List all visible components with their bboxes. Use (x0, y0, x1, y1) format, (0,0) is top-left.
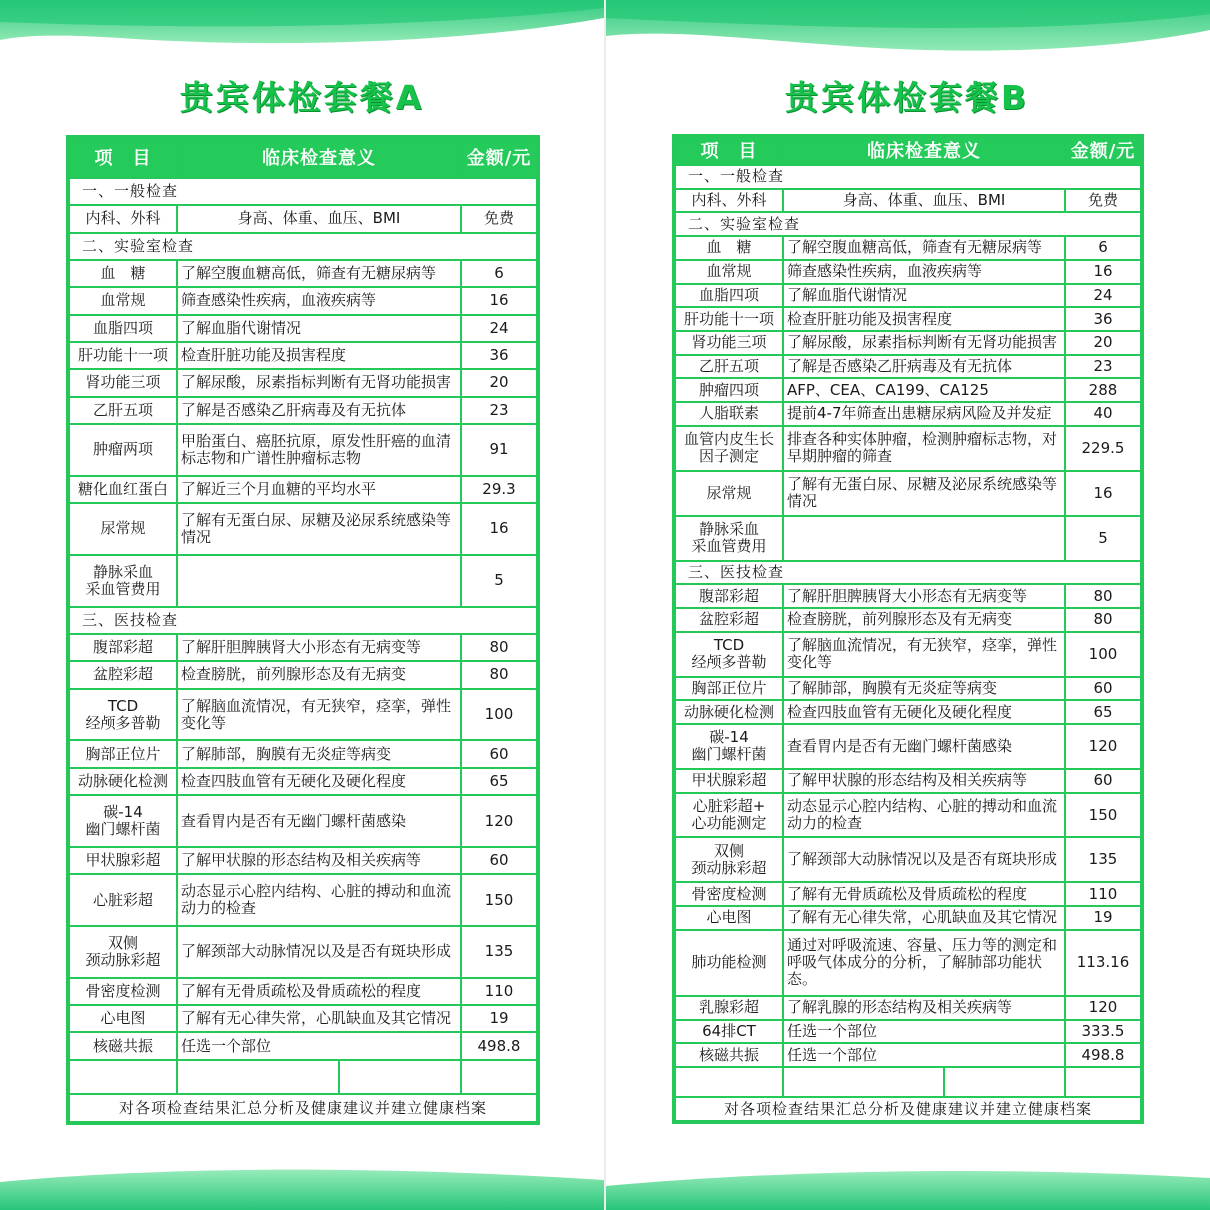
item-price: 36 (461, 342, 537, 369)
item-price: 65 (1065, 700, 1141, 724)
item-price: 24 (461, 315, 537, 342)
table-row (69, 1032, 537, 1059)
table-row (69, 1005, 537, 1032)
table-row (69, 342, 537, 369)
item-price: 免费 (461, 205, 537, 232)
item-price: 60 (461, 847, 537, 874)
item-meaning: 了解血脂代谢情况 (177, 315, 461, 342)
table-row (69, 874, 537, 926)
package-a-rows (69, 178, 537, 1122)
table-row (675, 426, 1141, 471)
package-b-title: 贵宾体检套餐B (784, 78, 1030, 117)
item-price: 91 (461, 424, 537, 476)
table-row (69, 260, 537, 287)
table-row (675, 355, 1141, 379)
item-price: 20 (461, 369, 537, 396)
item-name: 胸部正位片 (69, 740, 177, 767)
section-label: 三、医技检查 (675, 561, 1141, 585)
item-name: 静脉采血 采血管费用 (675, 516, 783, 561)
item-meaning: 了解肺部，胸膜有无炎症等病变 (783, 677, 1065, 701)
item-price: 29.3 (461, 476, 537, 503)
item-name: 核磁共振 (675, 1043, 783, 1067)
table-row (69, 287, 537, 314)
item-meaning: 了解甲状腺的形态结构及相关疾病等 (783, 769, 1065, 793)
item-meaning: 任选一个部位 (783, 1020, 1065, 1044)
item-meaning: 查看胃内是否有无幽门螺杆菌感染 (177, 795, 461, 847)
item-meaning: 了解颈部大动脉情况以及是否有斑块形成 (177, 926, 461, 978)
item-price: 120 (1065, 724, 1141, 769)
item-name: 盆腔彩超 (675, 608, 783, 632)
package-b-rows (675, 165, 1141, 1121)
table-row (69, 768, 537, 795)
item-meaning: 了解是否感染乙肝病毒及有无抗体 (783, 355, 1065, 379)
item-name: 静脉采血 采血管费用 (69, 555, 177, 607)
table-row (69, 795, 537, 847)
item-name: 乙肝五项 (675, 355, 783, 379)
item-meaning: 了解肝胆脾胰肾大小形态有无病变等 (177, 634, 461, 661)
item-name: 双侧 颈动脉彩超 (675, 837, 783, 882)
header-meaning: 临床检查意义 (783, 137, 1065, 165)
item-price: 60 (461, 740, 537, 767)
item-name: 骨密度检测 (69, 978, 177, 1005)
section-row (675, 212, 1141, 236)
item-meaning: 了解尿酸，尿素指标判断有无肾功能损害 (177, 369, 461, 396)
section-row (69, 178, 537, 205)
table-row (675, 793, 1141, 838)
item-meaning: 了解空腹血糖高低，筛查有无糖尿病等 (783, 236, 1065, 260)
item-price: 80 (1065, 584, 1141, 608)
item-price: 135 (1065, 837, 1141, 882)
item-meaning: 任选一个部位 (177, 1032, 461, 1059)
item-price: 498.8 (461, 1032, 537, 1059)
blank-row (69, 1060, 537, 1095)
table-row (675, 331, 1141, 355)
item-meaning: 了解甲状腺的形态结构及相关疾病等 (177, 847, 461, 874)
item-name: 血常规 (69, 287, 177, 314)
table-row (69, 634, 537, 661)
item-name: 核磁共振 (69, 1032, 177, 1059)
item-meaning: 了解肺部，胸膜有无炎症等病变 (177, 740, 461, 767)
table-row (69, 847, 537, 874)
item-meaning: 通过对呼吸流速、容量、压力等的测定和呼吸气体成分的分析，了解肺部功能状态。 (783, 930, 1065, 996)
package-b-table-panel (672, 134, 1144, 1124)
table-row (675, 584, 1141, 608)
table-row (69, 315, 537, 342)
item-meaning: 了解有无骨质疏松及骨质疏松的程度 (783, 882, 1065, 906)
header-item: 项 目 (69, 138, 177, 178)
item-meaning (783, 516, 1065, 561)
item-price: 16 (461, 503, 537, 555)
item-price: 免费 (1065, 189, 1141, 213)
item-meaning: 了解有无蛋白尿、尿糖及泌尿系统感染等情况 (783, 471, 1065, 516)
item-name: 血脂四项 (675, 284, 783, 308)
item-name: 内科、外科 (675, 189, 783, 213)
item-meaning: 任选一个部位 (783, 1043, 1065, 1067)
item-price: 333.5 (1065, 1020, 1141, 1044)
table-row (675, 260, 1141, 284)
item-meaning: 了解脑血流情况，有无狭窄，痉挛，弹性变化等 (783, 632, 1065, 677)
blank-cell (461, 1060, 537, 1095)
item-name: 腹部彩超 (69, 634, 177, 661)
table-row (675, 1020, 1141, 1044)
item-price: 23 (461, 397, 537, 424)
item-meaning: 了解有无蛋白尿、尿糖及泌尿系统感染等情况 (177, 503, 461, 555)
item-meaning: 筛查感染性疾病，血液疾病等 (783, 260, 1065, 284)
item-price: 24 (1065, 284, 1141, 308)
package-b-table (674, 136, 1142, 1122)
table-row (675, 236, 1141, 260)
header-price: 金额/元 (461, 138, 537, 178)
item-name: 双侧 颈动脉彩超 (69, 926, 177, 978)
item-meaning: 了解有无骨质疏松及骨质疏松的程度 (177, 978, 461, 1005)
item-price: 80 (461, 661, 537, 688)
item-name: 肿瘤四项 (675, 378, 783, 402)
table-row (675, 996, 1141, 1020)
item-price: 36 (1065, 307, 1141, 331)
package-a-table (68, 137, 538, 1123)
item-price: 20 (1065, 331, 1141, 355)
section-label: 一、一般检查 (675, 165, 1141, 189)
table-row (675, 882, 1141, 906)
item-meaning: 了解血脂代谢情况 (783, 284, 1065, 308)
item-meaning: 了解尿酸，尿素指标判断有无肾功能损害 (783, 331, 1065, 355)
item-name: 骨密度检测 (675, 882, 783, 906)
item-meaning: 身高、体重、血压、BMI (783, 189, 1065, 213)
table-row (69, 689, 537, 741)
item-price: 16 (461, 287, 537, 314)
item-price: 6 (1065, 236, 1141, 260)
item-name: 肿瘤两项 (69, 424, 177, 476)
item-name: 内科、外科 (69, 205, 177, 232)
item-price: 110 (1065, 882, 1141, 906)
item-price: 150 (461, 874, 537, 926)
item-name: 腹部彩超 (675, 584, 783, 608)
item-price: 19 (461, 1005, 537, 1032)
table-row (69, 424, 537, 476)
table-row (675, 378, 1141, 402)
table-row (69, 661, 537, 688)
item-name: 肾功能三项 (675, 331, 783, 355)
table-row (675, 724, 1141, 769)
table-row (675, 837, 1141, 882)
table-row (69, 555, 537, 607)
item-price: 229.5 (1065, 426, 1141, 471)
table-row (675, 906, 1141, 930)
page-fold (604, 0, 606, 1210)
item-price: 23 (1065, 355, 1141, 379)
item-meaning: 了解有无心律失常，心肌缺血及其它情况 (783, 906, 1065, 930)
table-row (675, 471, 1141, 516)
item-price: 120 (1065, 996, 1141, 1020)
table-row (69, 476, 537, 503)
item-name: TCD 经颅多普勒 (69, 689, 177, 741)
section-label: 二、实验室检查 (675, 212, 1141, 236)
item-name: 心脏彩超 (69, 874, 177, 926)
item-name: 肝功能十一项 (69, 342, 177, 369)
item-name: 甲状腺彩超 (69, 847, 177, 874)
item-price: 100 (461, 689, 537, 741)
table-row (69, 369, 537, 396)
item-name: 肺功能检测 (675, 930, 783, 996)
item-meaning: 检查肝脏功能及损害程度 (783, 307, 1065, 331)
item-name: 乙肝五项 (69, 397, 177, 424)
item-meaning: 甲胎蛋白、癌胚抗原，原发性肝癌的血清标志物和广谱性肿瘤标志物 (177, 424, 461, 476)
item-meaning: 了解乳腺的形态结构及相关疾病等 (783, 996, 1065, 1020)
item-price: 100 (1065, 632, 1141, 677)
item-price: 40 (1065, 402, 1141, 426)
item-name: 动脉硬化检测 (675, 700, 783, 724)
section-label: 三、医技检查 (69, 607, 537, 634)
blank-row (675, 1067, 1141, 1097)
table-row (675, 1043, 1141, 1067)
item-name: 血常规 (675, 260, 783, 284)
item-meaning: 了解肝胆脾胰肾大小形态有无病变等 (783, 584, 1065, 608)
item-price: 113.16 (1065, 930, 1141, 996)
section-row (675, 561, 1141, 585)
item-name: 人脂联素 (675, 402, 783, 426)
item-meaning: 排查各种实体肿瘤，检测肿瘤标志物，对早期肿瘤的筛查 (783, 426, 1065, 471)
item-price: 16 (1065, 471, 1141, 516)
table-header-row (675, 137, 1141, 165)
item-price: 150 (1065, 793, 1141, 838)
table-row (675, 700, 1141, 724)
section-row (69, 607, 537, 634)
item-meaning: 了解近三个月血糖的平均水平 (177, 476, 461, 503)
item-name: 动脉硬化检测 (69, 768, 177, 795)
item-name: 碳-14 幽门螺杆菌 (69, 795, 177, 847)
item-name: 尿常规 (69, 503, 177, 555)
item-price: 6 (461, 260, 537, 287)
item-name: 糖化血红蛋白 (69, 476, 177, 503)
item-meaning: 了解脑血流情况，有无狭窄，痉挛，弹性变化等 (177, 689, 461, 741)
item-price: 135 (461, 926, 537, 978)
item-price: 19 (1065, 906, 1141, 930)
section-row (675, 165, 1141, 189)
section-label: 一、一般检查 (69, 178, 537, 205)
item-name: 肾功能三项 (69, 369, 177, 396)
table-row (675, 677, 1141, 701)
item-name: 乳腺彩超 (675, 996, 783, 1020)
table-row (69, 397, 537, 424)
table-header-row (69, 138, 537, 178)
item-name: 心电图 (675, 906, 783, 930)
table-row (675, 516, 1141, 561)
table-row (675, 769, 1141, 793)
table-row (675, 189, 1141, 213)
item-meaning: 了解有无心律失常，心肌缺血及其它情况 (177, 1005, 461, 1032)
item-meaning: 检查膀胱，前列腺形态及有无病变 (177, 661, 461, 688)
item-price: 60 (1065, 769, 1141, 793)
item-meaning: 检查膀胱，前列腺形态及有无病变 (783, 608, 1065, 632)
table-row (675, 284, 1141, 308)
table-row (675, 402, 1141, 426)
item-price: 5 (461, 555, 537, 607)
item-meaning: 了解空腹血糖高低，筛查有无糖尿病等 (177, 260, 461, 287)
item-meaning: 身高、体重、血压、BMI (177, 205, 461, 232)
header-price: 金额/元 (1065, 137, 1141, 165)
item-price: 288 (1065, 378, 1141, 402)
item-name: 盆腔彩超 (69, 661, 177, 688)
blank-cell (1065, 1067, 1141, 1097)
item-name: 碳-14 幽门螺杆菌 (675, 724, 783, 769)
item-name: 尿常规 (675, 471, 783, 516)
item-name: 血脂四项 (69, 315, 177, 342)
item-meaning (177, 555, 461, 607)
item-name: 甲状腺彩超 (675, 769, 783, 793)
item-meaning: AFP、CEA、CA199、CA125 (783, 378, 1065, 402)
item-meaning: 筛查感染性疾病，血液疾病等 (177, 287, 461, 314)
item-meaning: 查看胃内是否有无幽门螺杆菌感染 (783, 724, 1065, 769)
section-label: 二、实验室检查 (69, 233, 537, 260)
blank-cell (675, 1067, 783, 1097)
item-meaning: 了解颈部大动脉情况以及是否有斑块形成 (783, 837, 1065, 882)
footer-row (675, 1097, 1141, 1121)
header-meaning: 临床检查意义 (177, 138, 461, 178)
item-price: 110 (461, 978, 537, 1005)
item-name: 胸部正位片 (675, 677, 783, 701)
item-name: 心电图 (69, 1005, 177, 1032)
blank-cell (177, 1060, 461, 1095)
item-meaning: 检查四肢血管有无硬化及硬化程度 (177, 768, 461, 795)
summary-note: 对各项检查结果汇总分析及健康建议并建立健康档案 (675, 1097, 1141, 1121)
item-meaning: 了解是否感染乙肝病毒及有无抗体 (177, 397, 461, 424)
item-meaning: 提前4-7年筛查出患糖尿病风险及并发症 (783, 402, 1065, 426)
item-name: 血管内皮生长 因子测定 (675, 426, 783, 471)
item-meaning: 动态显示心腔内结构、心脏的搏动和血流动力的检查 (783, 793, 1065, 838)
item-name: 64排CT (675, 1020, 783, 1044)
table-row (69, 978, 537, 1005)
item-meaning: 动态显示心腔内结构、心脏的搏动和血流动力的检查 (177, 874, 461, 926)
item-price: 65 (461, 768, 537, 795)
table-row (69, 205, 537, 232)
item-price: 80 (461, 634, 537, 661)
item-price: 16 (1065, 260, 1141, 284)
summary-note: 对各项检查结果汇总分析及健康建议并建立健康档案 (69, 1094, 537, 1122)
table-row (675, 307, 1141, 331)
item-meaning: 检查四肢血管有无硬化及硬化程度 (783, 700, 1065, 724)
item-price: 80 (1065, 608, 1141, 632)
package-a-title: 贵宾体检套餐A (179, 78, 425, 117)
item-price: 498.8 (1065, 1043, 1141, 1067)
table-row (69, 926, 537, 978)
item-name: TCD 经颅多普勒 (675, 632, 783, 677)
item-name: 肝功能十一项 (675, 307, 783, 331)
item-meaning: 检查肝脏功能及损害程度 (177, 342, 461, 369)
item-price: 60 (1065, 677, 1141, 701)
table-row (69, 503, 537, 555)
table-row (675, 608, 1141, 632)
item-name: 血 糖 (675, 236, 783, 260)
blank-cell (783, 1067, 1065, 1097)
item-price: 5 (1065, 516, 1141, 561)
section-row (69, 233, 537, 260)
blank-cell (69, 1060, 177, 1095)
item-name: 心脏彩超+ 心功能测定 (675, 793, 783, 838)
item-price: 120 (461, 795, 537, 847)
header-item: 项 目 (675, 137, 783, 165)
item-name: 血 糖 (69, 260, 177, 287)
package-a-table-panel (66, 135, 540, 1125)
footer-row (69, 1094, 537, 1122)
table-row (69, 740, 537, 767)
table-row (675, 930, 1141, 996)
table-row (675, 632, 1141, 677)
